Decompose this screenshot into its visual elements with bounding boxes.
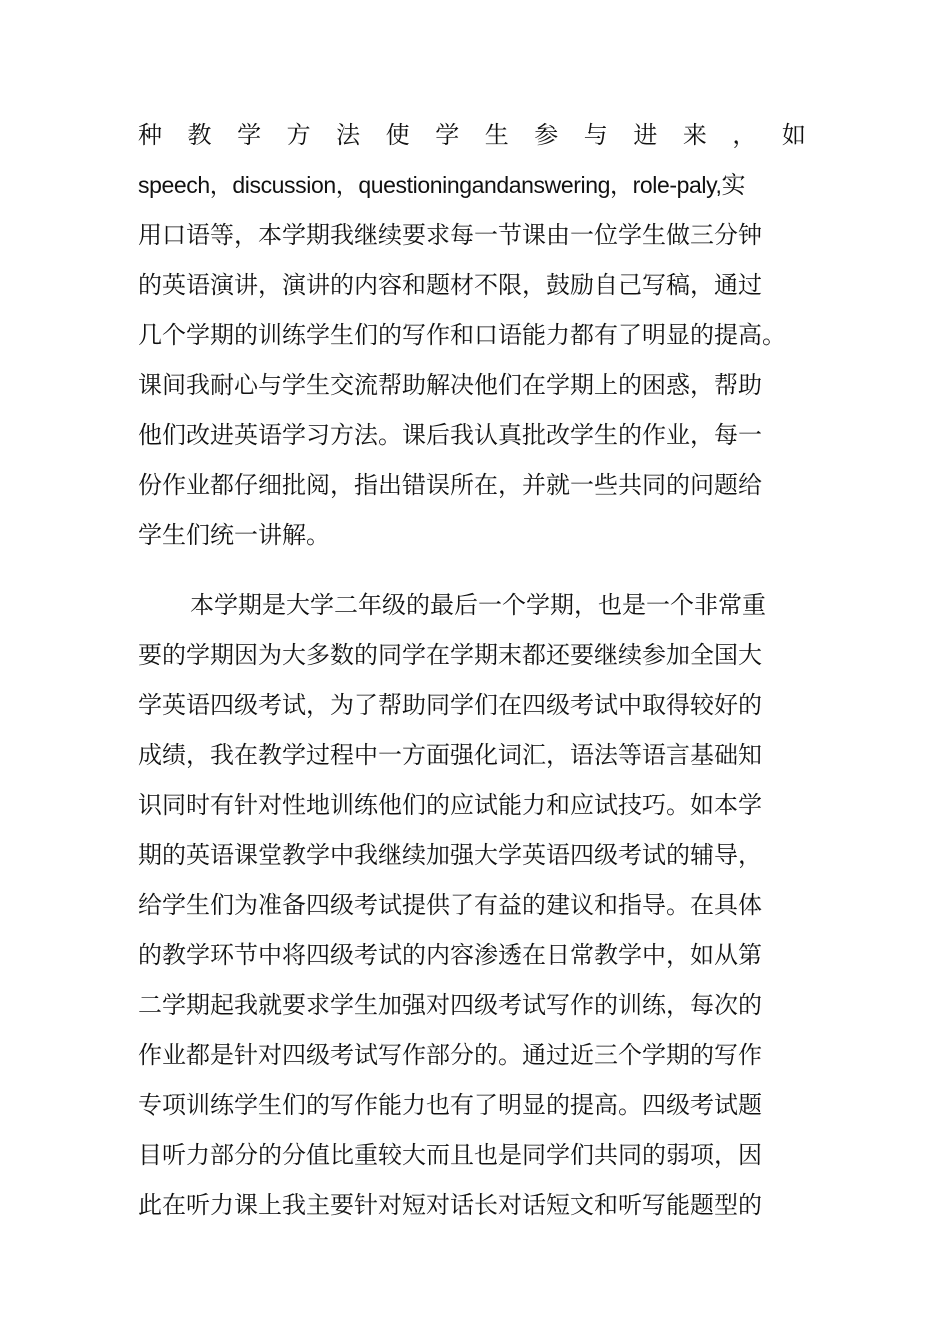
paragraph-1-line-7: 他们改进英语学习方法。课后我认真批改学生的作业，每一 (138, 421, 762, 449)
paragraph-2-line-10: 作业都是针对四级考试写作部分的。通过近三个学期的写作 (138, 1041, 762, 1069)
paragraph-1-line-3: 用口语等，本学期我继续要求每一节课由一位学生做三分钟 (138, 221, 762, 249)
text-char: 教 (187, 121, 212, 149)
text-char: 方 (286, 121, 311, 149)
text-char: 参 (534, 121, 559, 149)
paragraph-1-line-8: 份作业都仔细批阅，指出错误所在，并就一些共同的问题给 (138, 471, 762, 499)
text-char: 来 (682, 121, 707, 149)
text-char: 学 (435, 121, 460, 149)
paragraph-2-line-5: 识同时有针对性地训练他们的应试能力和应试技巧。如本学 (138, 791, 762, 819)
cjk-text: 实 (721, 171, 746, 199)
paragraph-2-line-3: 学英语四级考试，为了帮助同学们在四级考试中取得较好的 (138, 691, 762, 719)
text-char: 生 (484, 121, 509, 149)
paragraph-2-line-12: 目听力部分的分值比重较大而且也是同学们共同的弱项，因 (138, 1141, 762, 1169)
text-char: 种 (138, 121, 162, 149)
paragraph-1-line-1 (138, 110, 806, 160)
text-char: 法 (336, 121, 361, 149)
text-char: 使 (385, 121, 410, 149)
text-char: 学 (237, 121, 262, 149)
paragraph-2-line-9: 二学期起我就要求学生加强对四级考试写作的训练，每次的 (138, 991, 762, 1019)
paragraph-2-line-6: 期的英语课堂教学中我继续加强大学英语四级考试的辅导， (138, 841, 762, 869)
text-char: 如 (781, 121, 806, 149)
paragraph-1-line-4: 的英语演讲，演讲的内容和题材不限，鼓励自己写稿，通过 (138, 271, 762, 299)
text-char: ， (732, 121, 757, 149)
paragraph-2-line-4: 成绩，我在教学过程中一方面强化词汇，语法等语言基础知 (138, 741, 762, 769)
paragraph-1-line-2 (138, 160, 806, 210)
paragraph-2-line-13: 此在听力课上我主要针对短对话长对话短文和听写能题型的 (138, 1191, 762, 1219)
paragraph-2 (138, 580, 806, 1230)
paragraph-2-line-8: 的教学环节中将四级考试的内容渗透在日常教学中，如从第 (138, 941, 762, 969)
paragraph-1-line-5: 几个学期的训练学生们的写作和口语能力都有了明显的提高。 (138, 321, 786, 349)
text-char: 与 (583, 121, 608, 149)
paragraph-2-line-1: 本学期是大学二年级的最后一个学期，也是一个非常重 (190, 591, 766, 619)
text-char: 进 (633, 121, 658, 149)
paragraph-2-line-2: 要的学期因为大多数的同学在学期末都还要继续参加全国大 (138, 641, 762, 669)
latin-text: speech，discussion，questioningandanswering，role-paly, (138, 172, 722, 198)
paragraph-2-line-7: 给学生们为准备四级考试提供了有益的建议和指导。在具体 (138, 891, 762, 919)
paragraph-1-line-6: 课间我耐心与学生交流帮助解决他们在学期上的困惑，帮助 (138, 371, 762, 399)
paragraph-1-line-9: 学生们统一讲解。 (138, 521, 330, 549)
paragraph-1 (138, 110, 806, 560)
paragraph-2-line-11: 专项训练学生们的写作能力也有了明显的提高。四级考试题 (138, 1091, 762, 1119)
